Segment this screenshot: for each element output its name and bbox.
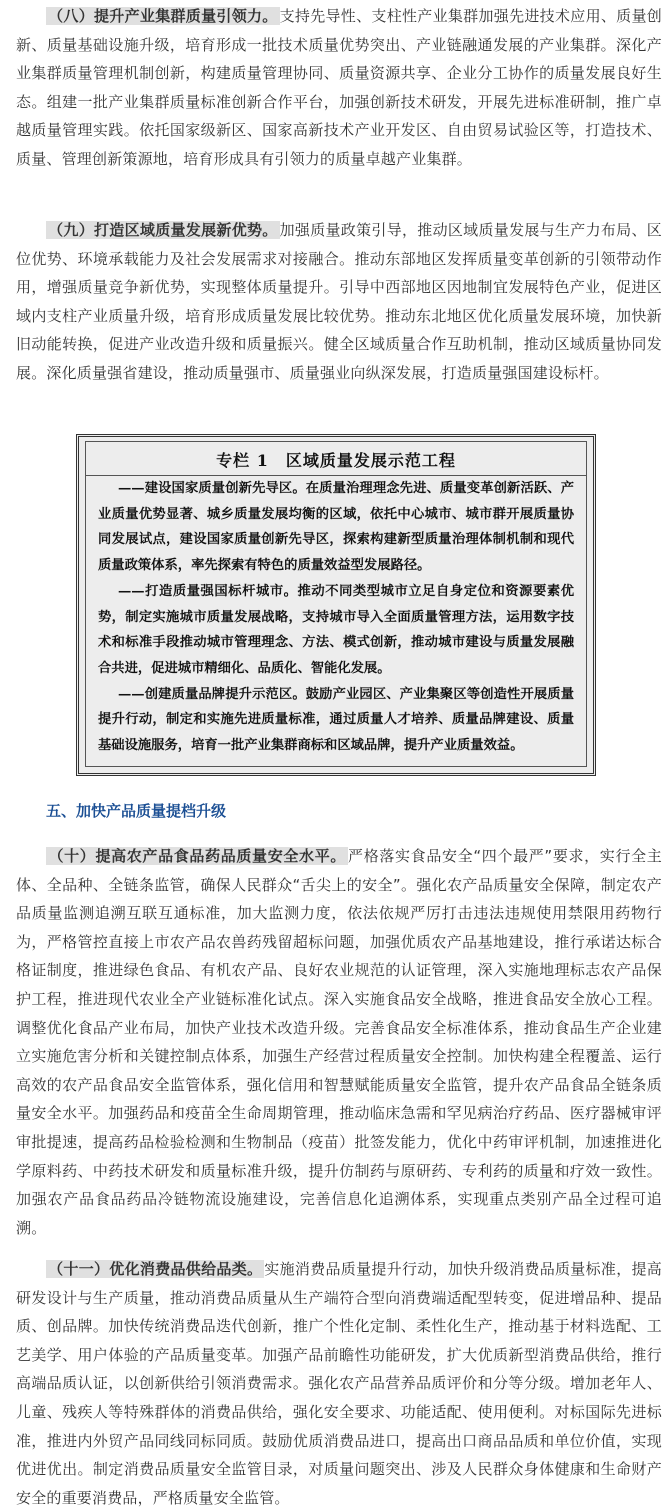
column-box-item-3 [86,682,586,759]
column-box [76,434,596,776]
paragraph-10 [16,842,662,1242]
paragraph-10-body: 严格落实食品安全“四个最严”要求，实行全主体、全品种、全链条监管，确保人民群众“舌尖上的安全”。强化农产品质量安全保障，制定农产品质量监测追溯互联互通标准，加大监测力度，依法依规严厉打击违法违规使用禁限用药物行为，严格管控直接上市农产品农兽药残留超标问题，加强优质农产品基地建设，推行承诺达标合格证制度，推进绿色食品、有机农产品、良好农业规范的认证管理，深入实施地理标志农产品保护工程，推进现代农业全产业链标准化试点。深入实施食品安全战略，推进食品安全放心工程。调整优化食品产业布局，加快产业技术改造升级。完善食品安全标准体系，推动食品生产企业建立实施危害分析和关键控制点体系，加强生产经营过程质量安全控制。加快构建全程覆盖、运行高效的农产品食品安全监管体系，强化信用和智慧赋能质量安全监管，提升农产品食品全链条质量安全水平。加强药品和疫苗全生命周期管理，推动临床急需和罕见病治疗药品、医疗器械审评审批提速，提高药品检验检测和生物制品（疫苗）批签发能力，优化中药审评机制，加速推进化学原料药、中药技术研发和质量标准升级，提升仿制药与原研药、专利药的质量和疗效一致性。加强农产品食品药品冷链物流设施建设，完善信息化追溯体系，实现重点类别产品全过程可追溯。 [16,847,662,1237]
column-box-item-2 [86,579,586,682]
column-box-item-1-text: ——建设国家质量创新先导区。在质量治理理念先进、质量变革创新活跃、产业质量优势显著、城乡质量发展均衡的区域，依托中心城市、城市群开展质量协同发展试点，建设国家质量创新先导区，探索构建新型质量治理体制机制和现代质量政策体系，率先探索有特色的质量效益型发展路径。 [98,481,574,574]
paragraph-11-body: 实施消费品质量提升行动，加快升级消费品质量标准，提高研发设计与生产质量，推动消费品质量从生产端符合型向消费端适配型转变，促进增品种、提品质、创品牌。加快传统消费品迭代创新，推广个性化定制、柔性化生产，推动基于材料选配、工艺美学、用户体验的产品质量变革。加强产品前瞻性功能研发，扩大优质新型消费品供给，推行高端品质认证，以创新供给引领消费需求。强化农产品营养品质评价和分等分级。增加老年人、儿童、残疾人等特殊群体的消费品供给，强化安全要求、功能适配、使用便利。对标国际先进标准，推进内外贸产品同线同标同质。鼓励优质消费品进口，提高出口商品品质和单位价值，实现优进优出。制定消费品质量安全监管目录，对质量问题突出、涉及人民群众身体健康和生命财产安全的重要消费品，严格质量安全监管。 [16,1260,662,1507]
paragraph-9-body: 加强质量政策引导，推动区域质量发展与生产力布局、区位优势、环境承载能力及社会发展需求对接融合。推动东部地区发挥质量变革创新的引领带动作用，增强质量竞争新优势，实现整体质量提升。引导中西部地区因地制宜发展特色产业，促进区域内支柱产业质量升级，培育形成质量发展比较优势。推动东北地区优化质量发展环境，加快新旧动能转换，促进产业改造升级和质量振兴。健全区域质量合作互助机制，推动区域质量协同发展。深化质量强省建设，推动质量强市、质量强业向纵深发展，打造质量强国建设标杆。 [16,221,662,382]
column-box-item-1 [86,476,586,579]
column-box-item-2-text: ——打造质量强国标杆城市。推动不同类型城市立足自身定位和资源要素优势，制定实施城市质量发展战略，支持城市导入全面质量管理方法，运用数字技术和标准手段推动城市管理理念、方法、模式创新，推动城市建设与质量发展融合共进，促进城市精细化、品质化、智能化发展。 [98,583,574,676]
column-box-inner [85,441,587,767]
paragraph-8 [16,2,662,174]
paragraph-8-heading: （八）提升产业集群质量引领力。 [48,7,278,25]
paragraph-11-heading: （十一）优化消费品供给品类。 [48,1260,263,1278]
paragraph-11 [16,1255,662,1512]
paragraph-9 [16,216,662,388]
paragraph-9-heading: （九）打造区域质量发展新优势。 [48,221,278,239]
paragraph-10-heading: （十）提高农产品食品药品质量安全水平。 [48,847,347,865]
column-box-item-3-text: ——创建质量品牌提升示范区。鼓励产业园区、产业集聚区等创造性开展质量提升行动，制定和实施先进质量标准，通过质量人才培养、质量品牌建设、质量基础设施服务，培育一批产业集群商标和区域品牌，提升产业质量效益。 [98,686,574,754]
section-title: 五、加快产品质量提档升级 [46,802,227,820]
paragraph-8-body: 支持先导性、支柱性产业集群加强先进技术应用、质量创新、质量基础设施升级，培育形成一批技术质量优势突出、产业链融通发展的产业集群。深化产业集群质量管理机制创新，构建质量管理协同、质量资源共享、企业分工协作的质量发展良好生态。组建一批产业集群质量标准创新合作平台，加强创新技术研发，开展先进标准研制，推广卓越质量管理实践。依托国家级新区、国家高新技术产业开发区、自由贸易试验区等，打造技术、质量、管理创新策源地，培育形成具有引领力的质量卓越产业集群。 [16,7,662,168]
column-box-title: 专栏 1 区域质量发展示范工程 [86,442,586,476]
